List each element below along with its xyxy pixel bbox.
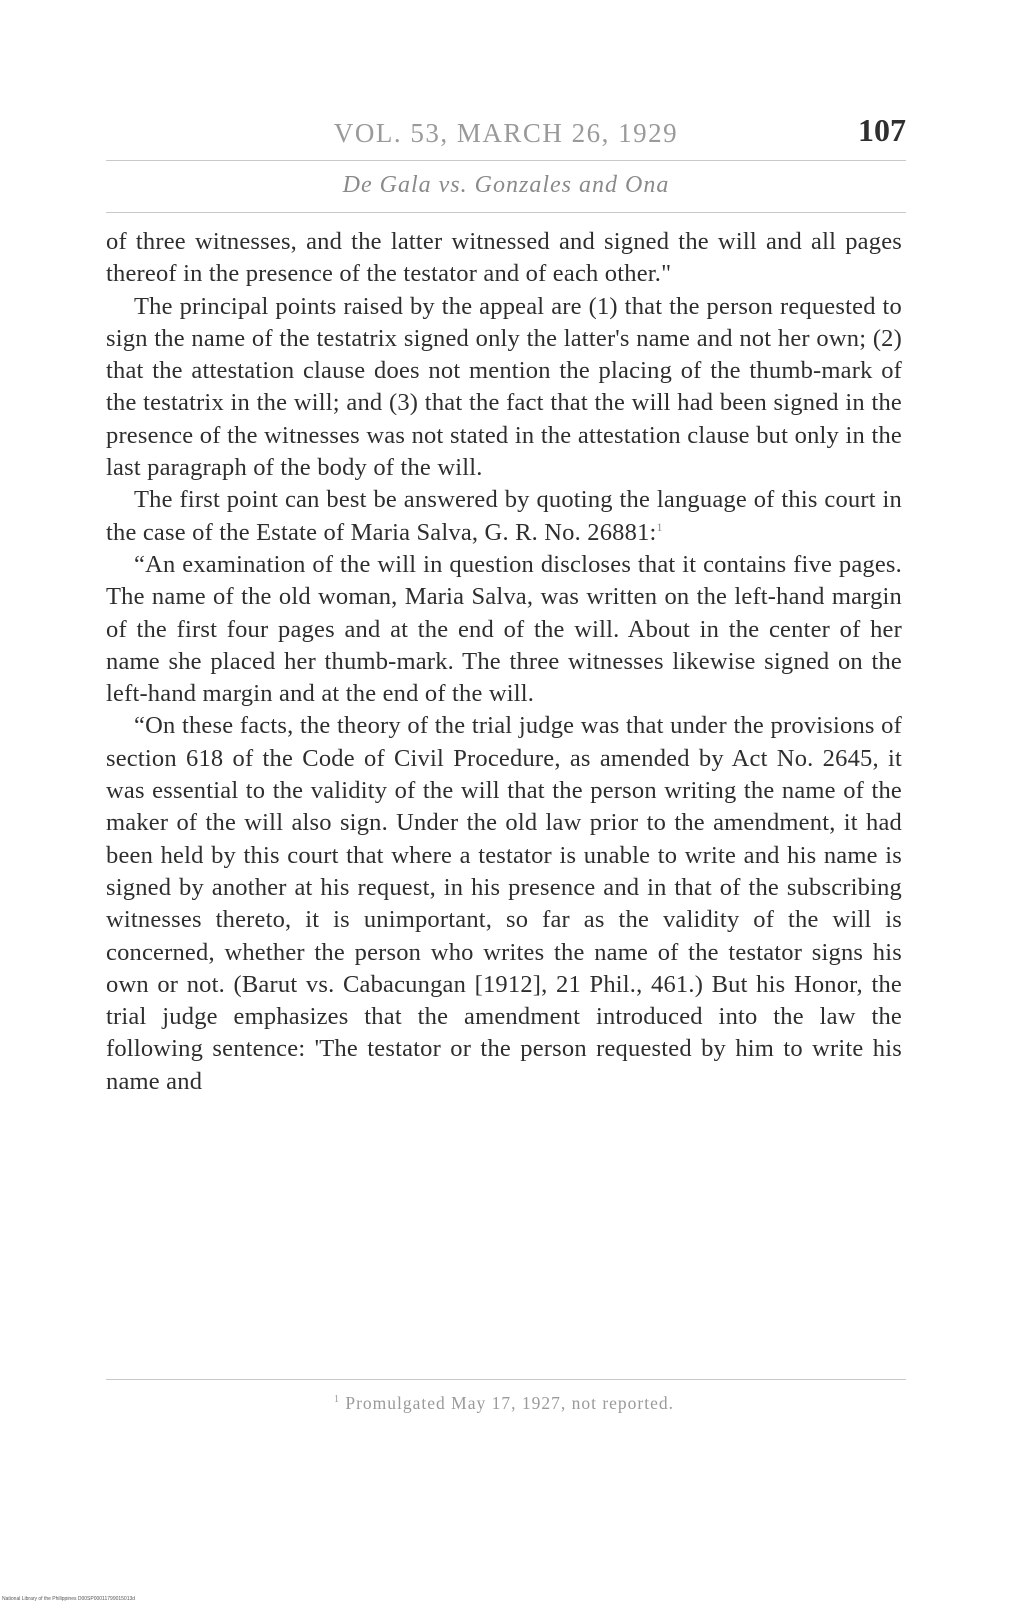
footnote-reference: 1 (656, 519, 663, 534)
page-number: 107 (858, 112, 906, 148)
paragraph-quote-facts: “On these facts, the theory of the trial judge was that under the provisions of section 618 of the Code of Civil Procedure, as amended by Act No. 2645, it was essential to the validity of the will that the person writing the name of the maker of the will also sign. Under the old law prior to the amendment, it had been held by this court that where a testator is unable to write and his name is signed by another at his request, in his presence and in that of the subscribing witnesses thereto, it is unimportant, so far as the validity of the will is concerned, whether the person who writes the name of the testator signs his own or not. (Barut vs. Cabacungan [1912], 21 Phil., 461.) But his Honor, the trial judge emphasizes that the amendment introduced into the law the following sentence: 'The testator or the person requested by him to write his name and (106, 712, 902, 1095)
paragraph-first-point-text: The first point can best be answered by quoting the language of this court in the case of the Estate of Maria Salva, G. R. No. 26881: (106, 486, 902, 546)
header-divider (106, 160, 906, 161)
case-title: De Gala vs. Gonzales and Ona (342, 172, 670, 198)
paragraph-principal-points: The principal points raised by the appeal are (1) that the person requested to sign the name of the testatrix signed only the latter's name and not her own; (2) that the attestation clause does not mention the placing of the thumb-mark of the testatrix in the will; and (3) that the fact that the will had been signed in the presence of the witnesses was not stated in the attestation clause but only in the last paragraph of the body of the will. (106, 292, 902, 482)
page-header (106, 112, 906, 158)
footnote-marker: 1 (333, 1394, 340, 1406)
footnote-text: Promulgated May 17, 1927, not reported. (345, 1393, 675, 1413)
running-title: VOL. 53, MARCH 26, 1929 (333, 118, 679, 148)
footnote-divider (106, 1379, 906, 1380)
footnote (106, 1393, 902, 1414)
archive-watermark: National Library of the Philippines D00SP00011799015013d (2, 1596, 136, 1602)
paragraph-quote-examination: “An examination of the will in question discloses that it contains five pages. The name of the old woman, Maria Salva, was written on the left-hand margin of the first four pages and at the end of the will. About in the center of her name she placed her thumb-mark. The three witnesses likewise signed on the left-hand margin and at the end of the will. (106, 550, 902, 708)
paragraph-continuation: of three witnesses, and the latter witnessed and signed the will and all pages thereof in the presence of the testator and of each other." (106, 228, 902, 288)
body-text (106, 226, 902, 1098)
case-title-divider (106, 212, 906, 213)
paragraph-first-point (106, 484, 902, 549)
